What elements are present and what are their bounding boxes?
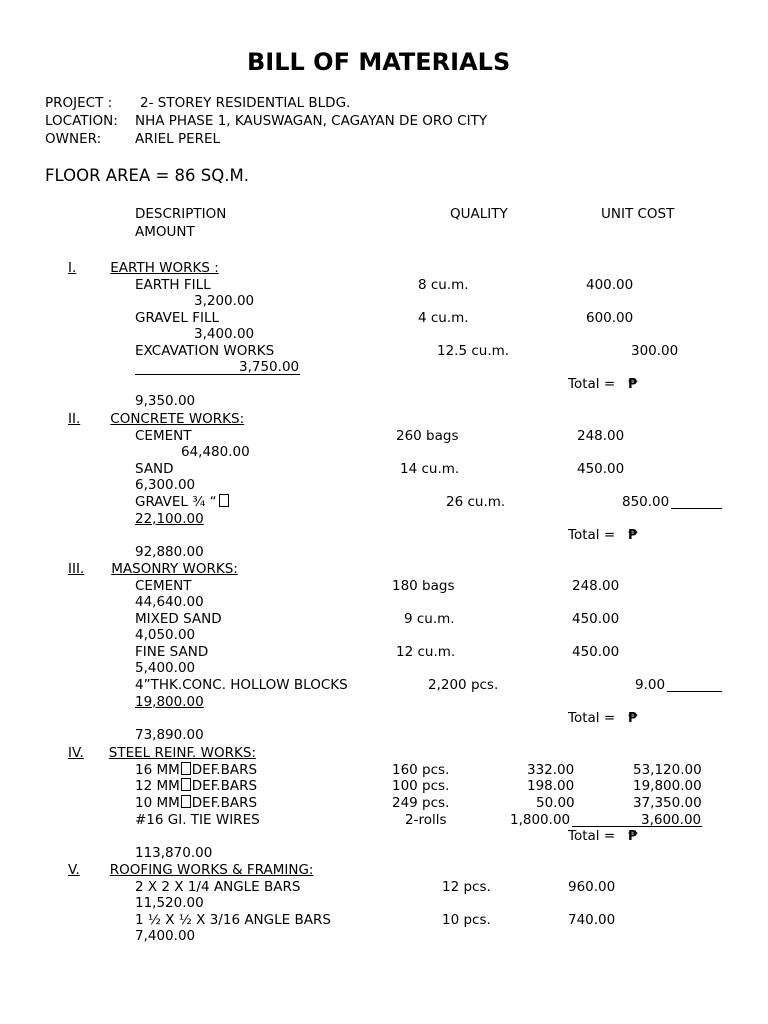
item-quantity: 12.5 cu.m. xyxy=(437,343,510,359)
item-description: CEMENT xyxy=(135,428,192,444)
item-unit-cost: 600.00 xyxy=(586,310,634,326)
underline xyxy=(671,508,722,509)
item-amount: 7,400.00 xyxy=(135,928,196,944)
missing-glyph-icon xyxy=(181,778,191,791)
item-amount: 4,050.00 xyxy=(135,627,196,643)
total-label: Total = xyxy=(568,710,616,726)
owner-value: ARIEL PEREL xyxy=(135,131,221,147)
item-amount: 3,600.00 xyxy=(641,812,702,828)
location-value: NHA PHASE 1, KAUSWAGAN, CAGAYAN DE ORO CITY xyxy=(135,113,488,129)
item-amount: 3,400.00 xyxy=(194,326,255,342)
item-unit-cost: 300.00 xyxy=(631,343,679,359)
item-quantity: 160 pcs. xyxy=(392,762,450,778)
item-quantity: 180 bags xyxy=(392,578,455,594)
floor-area: FLOOR AREA = 86 SQ.M. xyxy=(45,166,249,185)
item-quantity: 260 bags xyxy=(396,428,459,444)
item-quantity: 26 cu.m. xyxy=(446,494,506,510)
currency-symbol: ₱ xyxy=(628,527,638,543)
item-quantity: 8 cu.m. xyxy=(418,277,469,293)
item-unit-cost: 450.00 xyxy=(572,611,620,627)
item-description: 10 MM DEF.BARS xyxy=(135,795,258,811)
item-amount: 37,350.00 xyxy=(633,795,702,811)
item-description: GRAVEL FILL xyxy=(135,310,220,326)
item-unit-cost: 450.00 xyxy=(577,461,625,477)
item-amount: 44,640.00 xyxy=(135,594,204,610)
item-quantity: 2,200 pcs. xyxy=(428,677,499,693)
item-quantity: 10 pcs. xyxy=(442,912,491,928)
item-amount: 6,300.00 xyxy=(135,477,196,493)
column-header-quality: QUALITY xyxy=(450,206,508,222)
item-unit-cost: 9.00 xyxy=(635,677,666,693)
item-amount: 64,480.00 xyxy=(181,444,250,460)
item-description: 16 MM DEF.BARS xyxy=(135,762,258,778)
item-amount: 5,400.00 xyxy=(135,660,196,676)
item-description: CEMENT xyxy=(135,578,192,594)
item-amount: 3,200.00 xyxy=(194,293,255,309)
item-quantity: 249 pcs. xyxy=(392,795,450,811)
missing-glyph-icon xyxy=(219,494,229,507)
missing-glyph-icon xyxy=(181,795,191,808)
item-unit-cost: 198.00 xyxy=(527,778,575,794)
item-quantity: 14 cu.m. xyxy=(400,461,460,477)
item-quantity: 2-rolls xyxy=(405,812,447,828)
item-description: MIXED SAND xyxy=(135,611,222,627)
item-unit-cost: 400.00 xyxy=(586,277,634,293)
item-quantity: 12 pcs. xyxy=(442,879,491,895)
item-description: EXCAVATION WORKS xyxy=(135,343,275,359)
section-total: 73,890.00 xyxy=(135,727,204,743)
column-header-unit-cost: UNIT COST xyxy=(601,206,675,222)
item-unit-cost: 248.00 xyxy=(572,578,620,594)
item-amount: 53,120.00 xyxy=(633,762,702,778)
item-unit-cost: 50.00 xyxy=(536,795,575,811)
total-label: Total = xyxy=(568,376,616,392)
item-description: 2 X 2 X 1/4 ANGLE BARS xyxy=(135,879,301,895)
item-amount: 3,750.00 xyxy=(239,359,300,375)
column-header-description: DESCRIPTION xyxy=(135,206,227,222)
section-total: 92,880.00 xyxy=(135,544,204,560)
item-unit-cost: 850.00 xyxy=(622,494,670,510)
item-description: FINE SAND xyxy=(135,644,209,660)
item-unit-cost: 248.00 xyxy=(577,428,625,444)
missing-glyph-icon xyxy=(181,762,191,775)
section-heading: IV. STEEL REINF. WORKS: xyxy=(68,745,256,761)
project-label: PROJECT : xyxy=(45,95,113,111)
item-description: EARTH FILL xyxy=(135,277,211,293)
column-header-amount: AMOUNT xyxy=(135,224,195,240)
item-quantity: 100 pcs. xyxy=(392,778,450,794)
item-unit-cost: 450.00 xyxy=(572,644,620,660)
item-description: 12 MM DEF.BARS xyxy=(135,778,258,794)
item-amount: 22,100.00 xyxy=(135,511,204,527)
underline xyxy=(667,691,722,692)
document-title: BILL OF MATERIALS xyxy=(247,48,511,76)
item-unit-cost: 960.00 xyxy=(568,879,616,895)
item-description: SAND xyxy=(135,461,174,477)
item-amount: 19,800.00 xyxy=(135,694,204,710)
owner-label: OWNER: xyxy=(45,131,102,147)
currency-symbol: ₱ xyxy=(628,828,638,844)
section-total: 9,350.00 xyxy=(135,393,196,409)
item-unit-cost: 332.00 xyxy=(527,762,575,778)
item-unit-cost: 1,800.00 xyxy=(510,812,571,828)
item-description: 4”THK.CONC. HOLLOW BLOCKS xyxy=(135,677,348,693)
item-amount: 11,520.00 xyxy=(135,895,204,911)
currency-symbol: ₱ xyxy=(628,710,638,726)
project-value: 2- STOREY RESIDENTIAL BLDG. xyxy=(140,95,351,111)
section-heading: II. CONCRETE WORKS: xyxy=(68,411,245,427)
total-label: Total = xyxy=(568,527,616,543)
item-unit-cost: 740.00 xyxy=(568,912,616,928)
item-quantity: 4 cu.m. xyxy=(418,310,469,326)
section-heading: I. EARTH WORKS : xyxy=(68,260,219,276)
location-label: LOCATION: xyxy=(45,113,118,129)
total-label: Total = xyxy=(568,828,616,844)
currency-symbol: ₱ xyxy=(628,376,638,392)
item-quantity: 12 cu.m. xyxy=(396,644,456,660)
item-description: 1 ½ X ½ X 3/16 ANGLE BARS xyxy=(135,912,331,928)
item-description: #16 GI. TIE WIRES xyxy=(135,812,260,828)
item-quantity: 9 cu.m. xyxy=(404,611,455,627)
item-amount: 19,800.00 xyxy=(633,778,702,794)
section-heading: III. MASONRY WORKS: xyxy=(68,561,238,577)
item-description: GRAVEL ¾ “ xyxy=(135,494,229,510)
section-total: 113,870.00 xyxy=(135,845,213,861)
section-heading: V. ROOFING WORKS & FRAMING: xyxy=(68,862,314,878)
